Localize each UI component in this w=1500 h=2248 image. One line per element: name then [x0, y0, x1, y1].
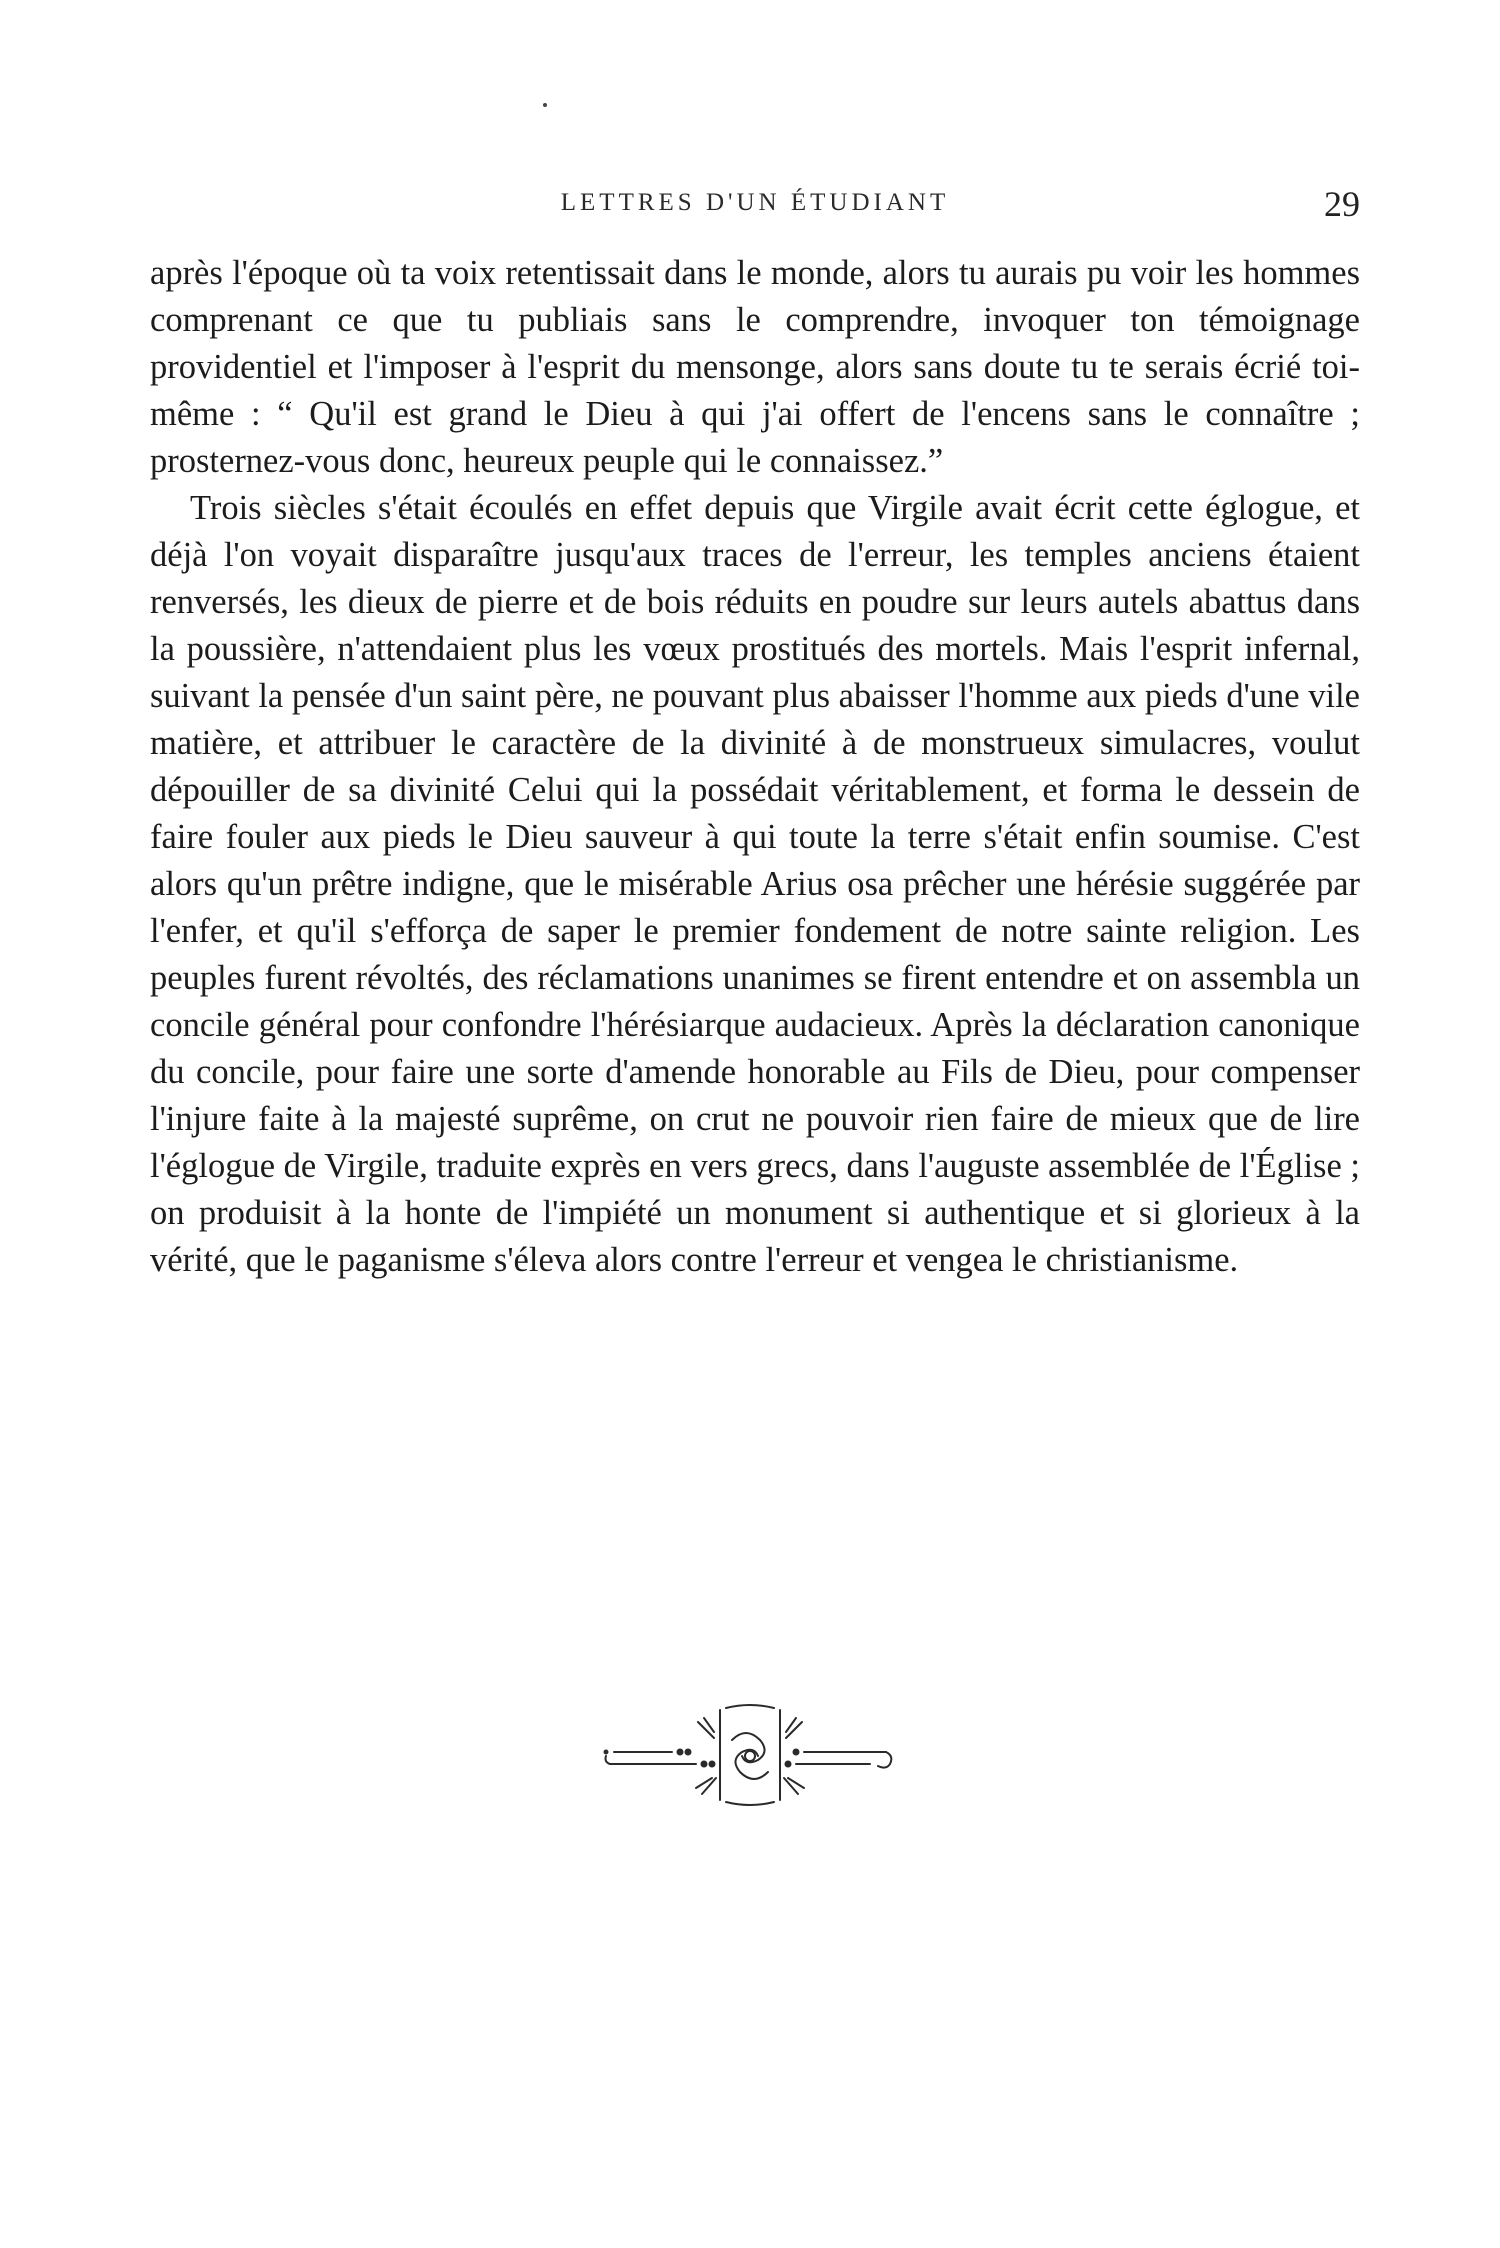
- running-head: [150, 183, 1360, 233]
- paragraph-continuation: après l'époque où ta voix retentissait dans le monde, alors tu aurais pu voir les hommes comprenant ce que tu publiais sans le comprendre, invoquer ton témoignage providentiel et l'imposer à l'esprit du mensonge, alors sans doute tu te serais écrié toi-même : “ Qu'il est grand le Dieu à qui j'ai offert de l'encens sans le connaître ; prosternez-vous donc, heureux peuple qui le connaissez.”: [150, 254, 1360, 480]
- body-text: [150, 250, 1360, 1284]
- floral-tailpiece-ornament-icon: [600, 1700, 900, 1810]
- print-speck: [543, 103, 547, 107]
- running-title: LETTRES D'UN ÉTUDIANT: [560, 189, 950, 216]
- page-number: 29: [1324, 184, 1360, 224]
- paragraph-trois-siecles: Trois siècles s'était écoulés en effet depuis que Virgile avait écrit cette églogue, et déjà l'on voyait disparaître jusqu'aux traces de l'erreur, les temples anciens étaient renversés, les dieux de pierre et de bois réduits en poudre sur leurs autels abattus dans la poussière, n'attendaient plus les vœux prostitués des mortels. Mais l'esprit infernal, suivant la pensée d'un saint père, ne pouvant plus abaisser l'homme aux pieds d'une vile matière, et attribuer le caractère de la divinité à de monstrueux simulacres, voulut dépouiller de sa divinité Celui qui la possédait véritablement, et forma le dessein de faire fouler aux pieds le Dieu sauveur à qui toute la terre s'était enfin soumise. C'est alors qu'un prêtre indigne, que le misérable Arius osa prêcher une hérésie suggérée par l'enfer, et qu'il s'efforça de saper le premier fondement de notre sainte religion. Les peuples furent révoltés, des réclamations unanimes se firent entendre et on assembla un concile général pour confondre l'hérésiarque audacieux. Après la déclaration canonique du concile, pour faire une sorte d'amende honorable au Fils de Dieu, pour compenser l'injure faite à la majesté suprême, on crut ne pouvoir rien faire de mieux que de lire l'églogue de Virgile, traduite exprès en vers grecs, dans l'auguste assemblée de l'Église ; on produisit à la honte de l'impiété un monument si authentique et si glorieux à la vérité, que le paganisme s'éleva alors contre l'erreur et vengea le christianisme.: [150, 489, 1360, 1279]
